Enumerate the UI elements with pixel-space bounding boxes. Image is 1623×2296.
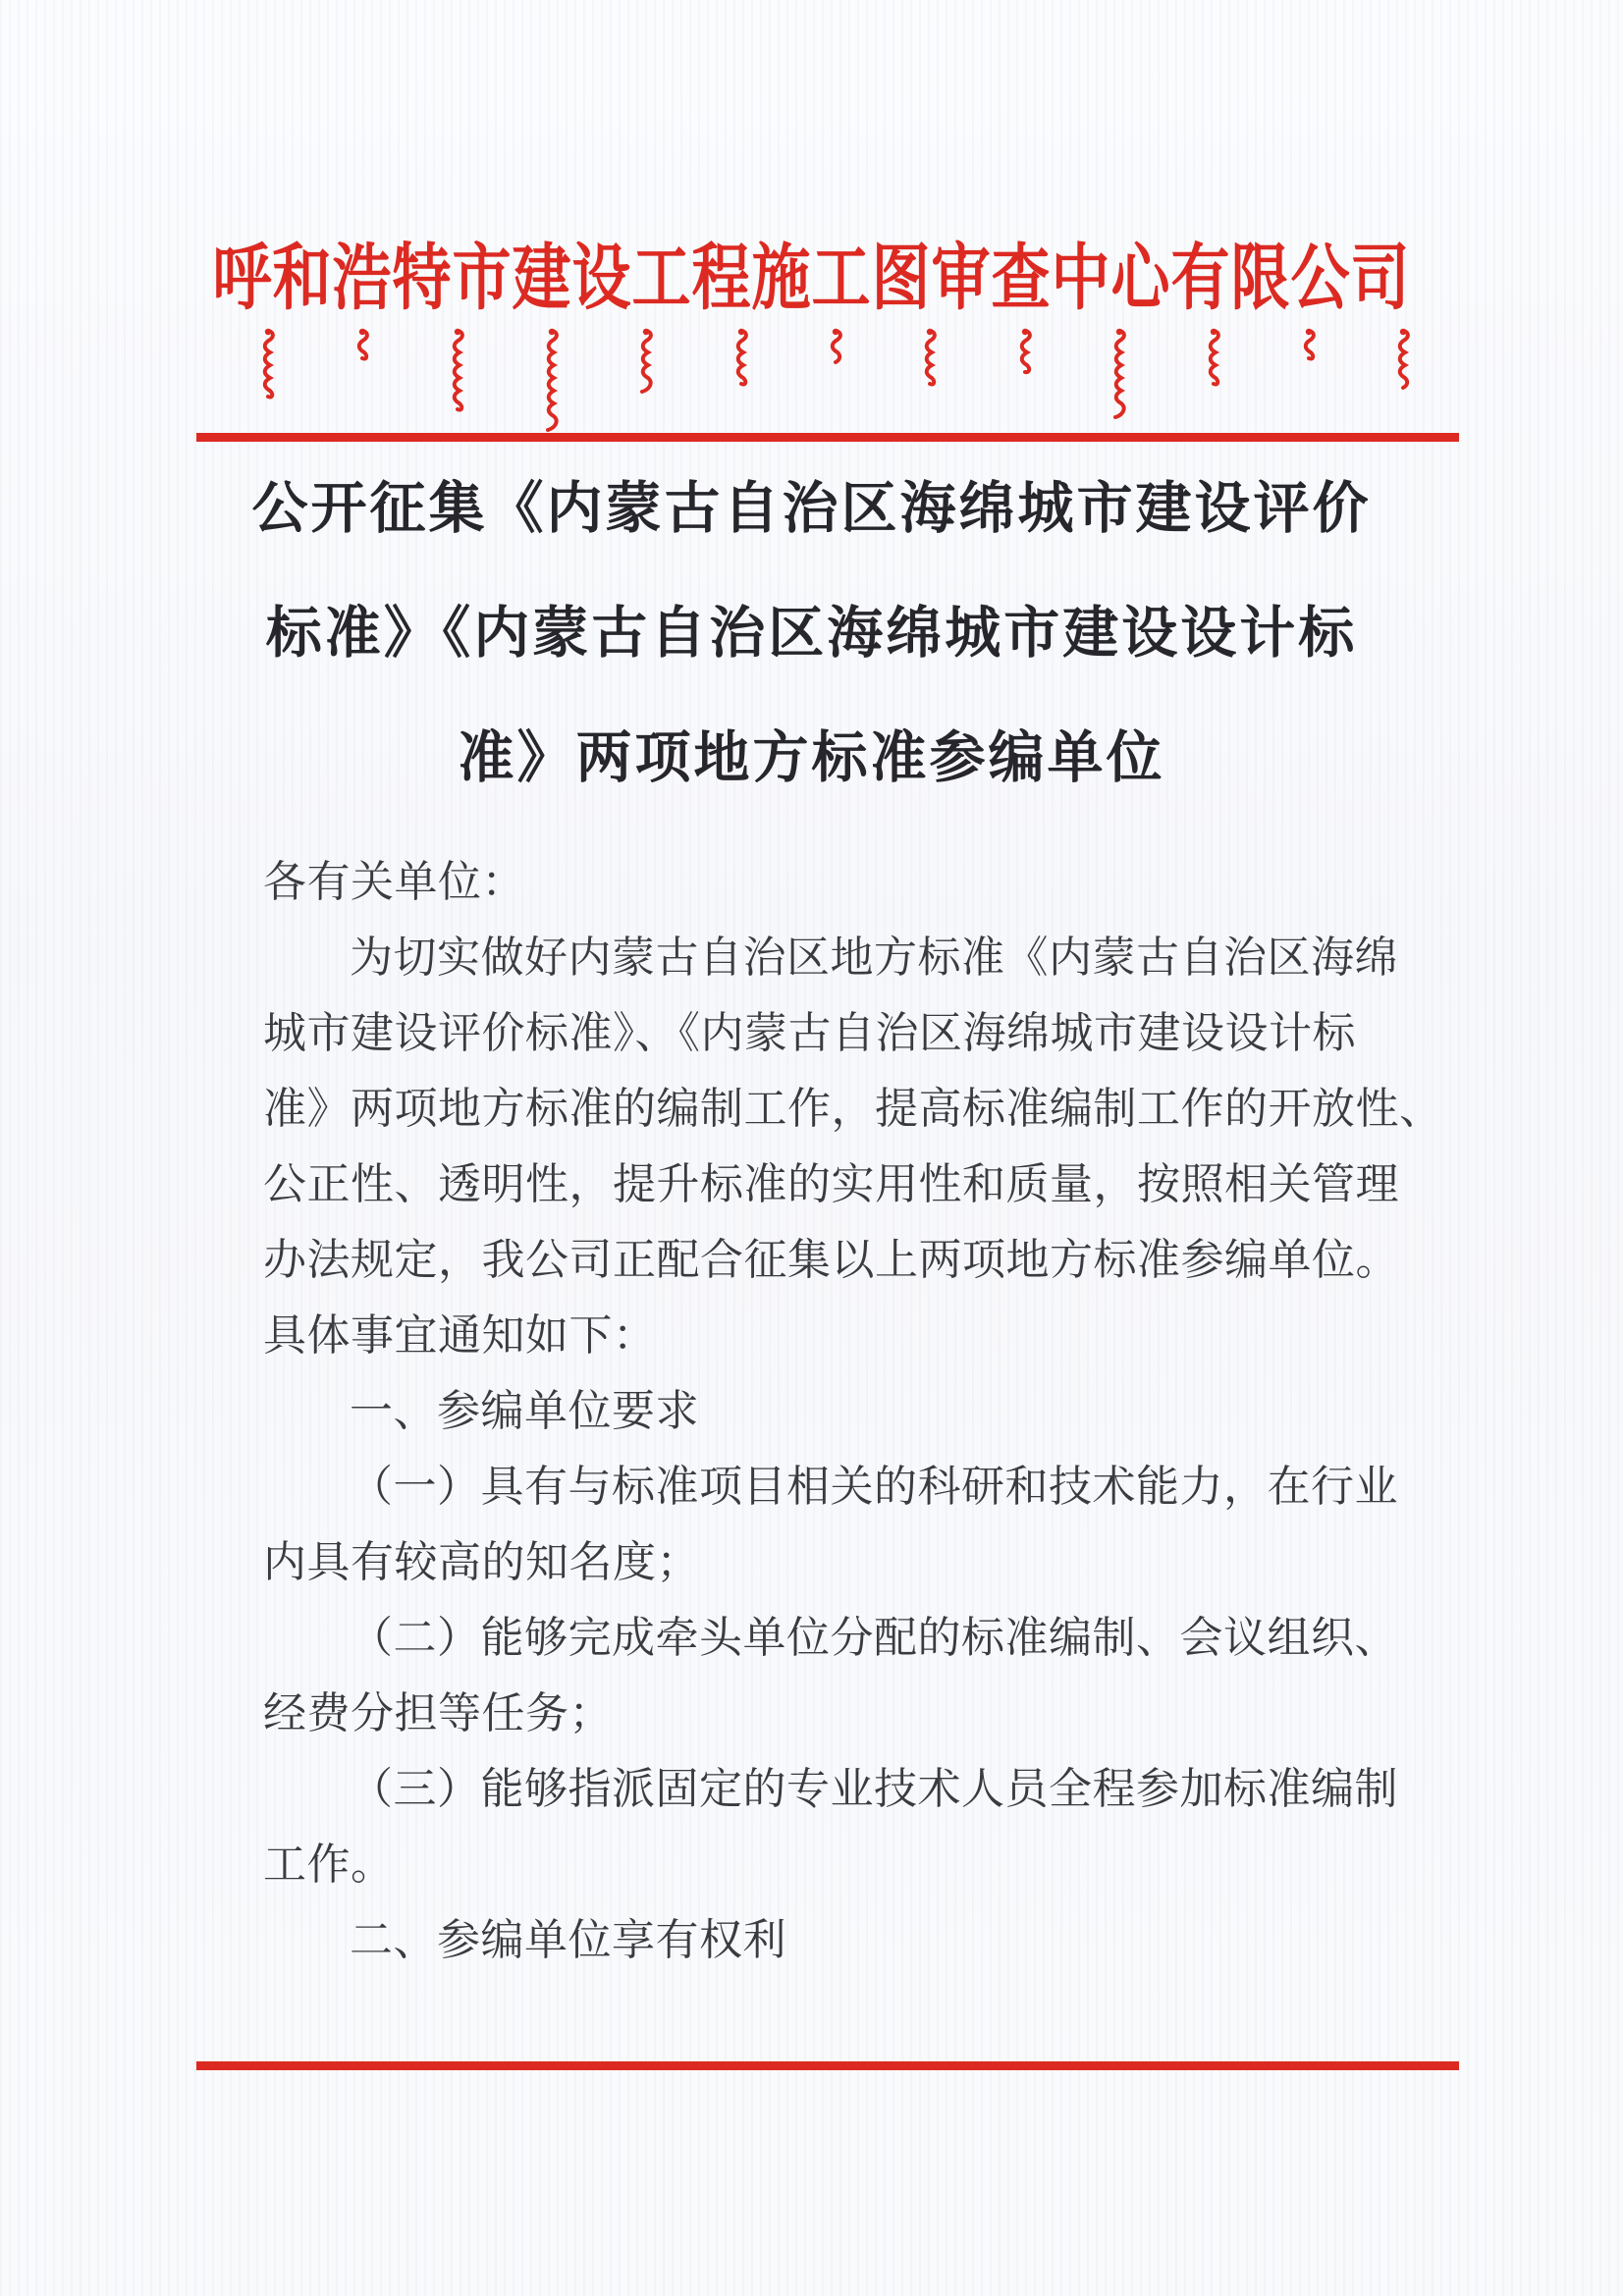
body-line: 各有关单位： <box>263 858 525 906</box>
body-line: （一）具有与标准项目相关的科研和技术能力，在行业 <box>350 1463 1398 1511</box>
mongolian-script-row <box>260 327 1419 435</box>
footer-rule <box>196 2061 1459 2070</box>
mongolian-script-glyph <box>828 327 851 380</box>
body-line: 公正性、透明性，提升标准的实用性和质量，按照相关管理 <box>263 1160 1399 1208</box>
body-line: 经费分担等任务； <box>263 1689 613 1737</box>
title-line-2: 标准》《内蒙古自治区海绵城市建设设计标 <box>265 603 1358 665</box>
body-line: （三）能够指派固定的专业技术人员全程参加标准编制 <box>350 1765 1398 1813</box>
body-line: 为切实做好内蒙古自治区地方标准《内蒙古自治区海绵 <box>350 934 1398 982</box>
mongolian-script-glyph <box>638 327 662 400</box>
body-line: （二）能够完成牵头单位分配的标准编制、会议组织、 <box>350 1614 1398 1662</box>
body-line: 内具有较高的知名度； <box>263 1538 700 1586</box>
body-line: 具体事宜通知如下： <box>263 1311 657 1360</box>
mongolian-script-glyph <box>1017 327 1041 390</box>
body-text <box>263 844 1443 1978</box>
mongolian-script-glyph <box>1395 327 1419 405</box>
mongolian-script-glyph <box>1111 327 1135 429</box>
body-line: 一、参编单位要求 <box>350 1387 699 1435</box>
title-line-3: 准》两项地方标准参编单位 <box>458 727 1165 789</box>
mongolian-script-glyph <box>354 327 378 370</box>
mongolian-script-glyph <box>1206 327 1229 396</box>
mongolian-script-glyph <box>733 327 757 401</box>
mongolian-script-glyph <box>922 327 946 396</box>
body-line: 城市建设评价标准》、《内蒙古自治区海绵城市建设设计标 <box>263 1009 1356 1057</box>
body-line: 办法规定，我公司正配合征集以上两项地方标准参编单位。 <box>263 1236 1399 1284</box>
mongolian-script-glyph <box>260 327 284 413</box>
mongolian-script-glyph <box>544 327 568 435</box>
body-line: 二、参编单位享有权利 <box>350 1916 786 1964</box>
letterhead-rule <box>196 433 1459 442</box>
mongolian-script-glyph <box>1301 327 1325 370</box>
title-line-1: 公开征集《内蒙古自治区海绵城市建设评价 <box>251 478 1372 540</box>
body-line: 工作。 <box>263 1841 395 1889</box>
mongolian-script-glyph <box>450 327 473 421</box>
letterhead-company-name: 呼和浩特市建设工程施工图审查中心有限公司 <box>212 239 1411 318</box>
document-title <box>0 447 1623 821</box>
body-line: 准》两项地方标准的编制工作，提高标准编制工作的开放性、 <box>263 1085 1443 1133</box>
